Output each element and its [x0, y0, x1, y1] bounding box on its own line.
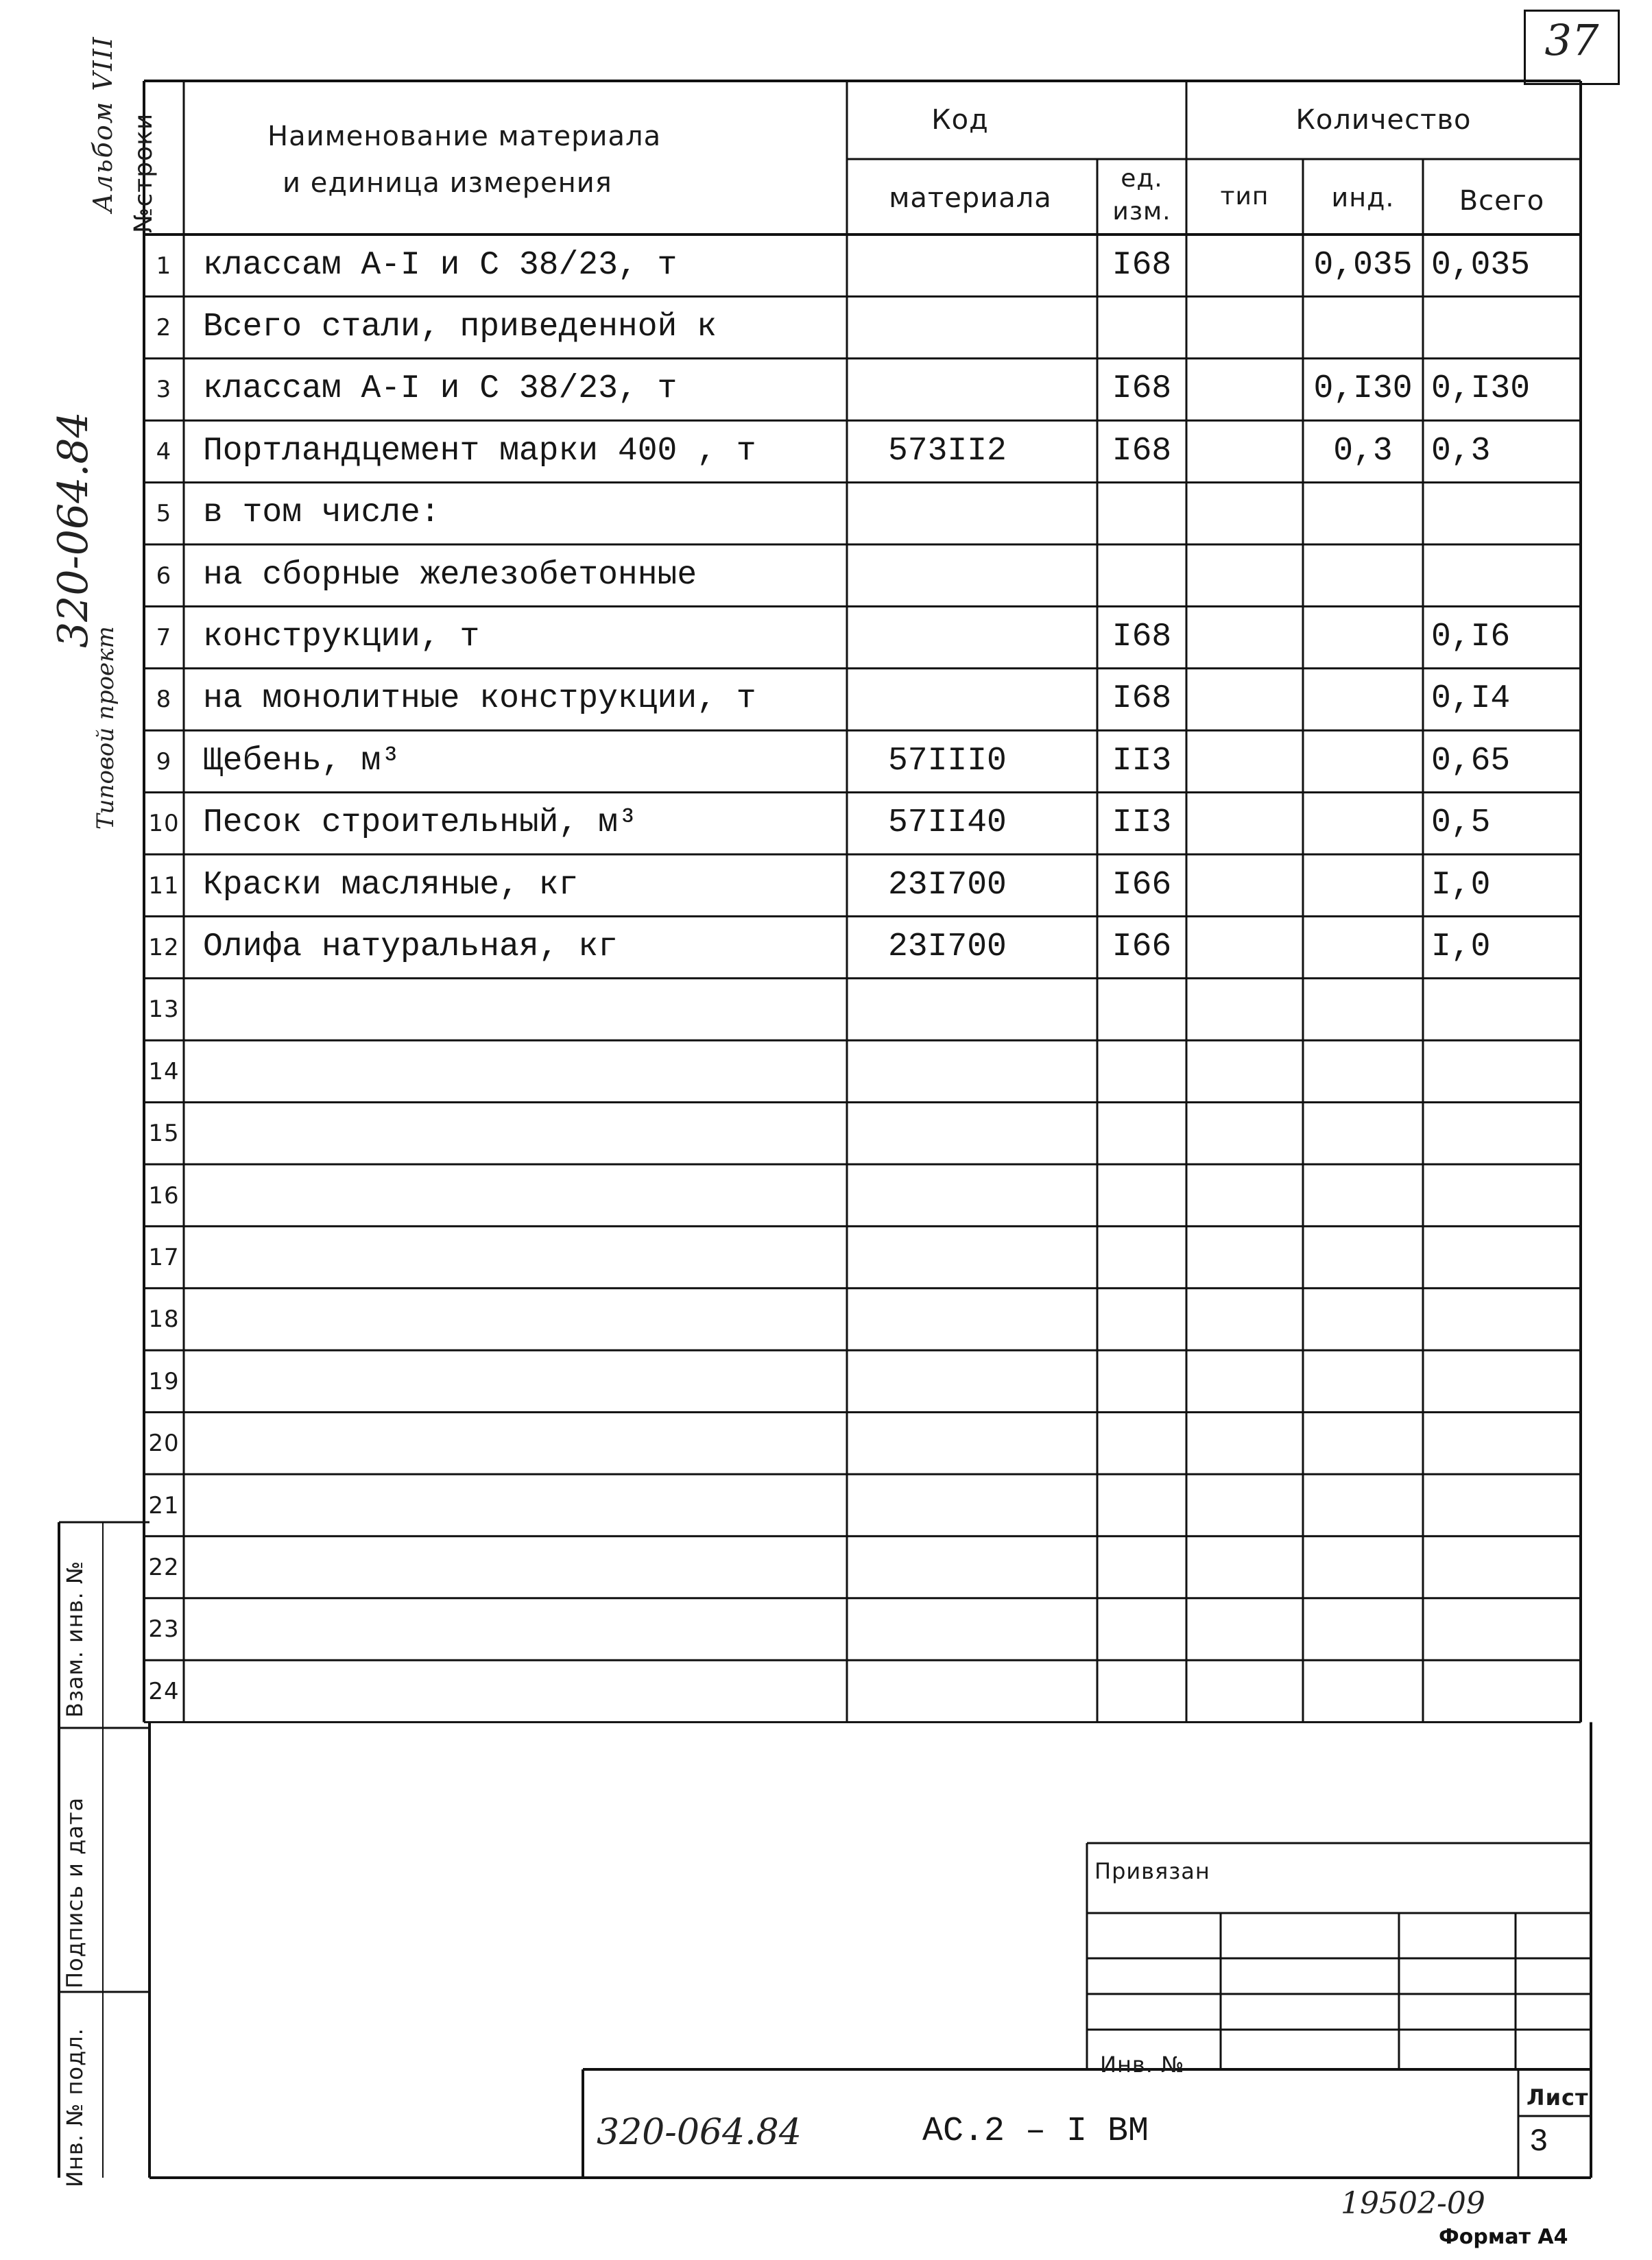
material-name: классам А-I и С 38/23, т — [203, 370, 678, 408]
page-number: 37 — [1544, 15, 1599, 65]
material-name: Песок строительный, м³ — [203, 804, 638, 842]
qty-total: 0,3 — [1431, 432, 1491, 470]
row-number: 20 — [148, 1430, 180, 1458]
material-name: на сборные железобетонные — [203, 556, 697, 594]
material-code: 573II2 — [888, 432, 1007, 470]
margin-note-album: Альбом VIII — [88, 36, 118, 213]
row-number: 3 — [156, 376, 172, 404]
row-number: 15 — [148, 1120, 180, 1148]
row-number: 8 — [156, 686, 172, 714]
header-unit-line1: ед. — [1121, 165, 1163, 193]
material-name: на монолитные конструкции, т — [203, 680, 756, 718]
row-number: 2 — [156, 314, 172, 342]
material-name: Всего стали, приведенной к — [203, 309, 717, 346]
title-block-sheet-label: Лист — [1527, 2084, 1589, 2111]
unit-code: II3 — [1112, 742, 1172, 780]
stamp-label-podpis-data: Подпись и дата — [62, 1796, 88, 1988]
qty-ind: 0,035 — [1313, 246, 1413, 284]
unit-code: I68 — [1112, 370, 1172, 408]
header-code: Код — [931, 104, 989, 136]
qty-ind: 0,I30 — [1313, 370, 1413, 408]
row-number: 21 — [148, 1491, 180, 1519]
material-code: 57II40 — [888, 804, 1007, 842]
row-number: 4 — [156, 437, 172, 466]
qty-total: 0,5 — [1431, 804, 1491, 842]
unit-code: I66 — [1112, 866, 1172, 904]
title-block-inv-no: Инв. № — [1100, 2052, 1185, 2078]
header-name-line2: и единица измерения — [283, 167, 612, 199]
row-number: 12 — [148, 934, 180, 962]
stamp-label-vzam-inv: Взам. инв. № — [62, 1560, 88, 1718]
material-name: в том числе: — [203, 494, 440, 532]
qty-total: 0,65 — [1431, 742, 1511, 780]
row-number: 22 — [148, 1554, 180, 1582]
header-qty-total: Всего — [1459, 185, 1545, 217]
stamp-label-inv-podl: Инв. № подл. — [62, 2028, 88, 2187]
footer-archive-number: 19502-09 — [1341, 2186, 1485, 2221]
header-row-number: №строки — [130, 112, 158, 233]
unit-code: II3 — [1112, 804, 1172, 842]
row-number: 24 — [148, 1677, 180, 1705]
row-number: 7 — [156, 624, 172, 652]
qty-total: 0,I4 — [1431, 680, 1511, 718]
header-quantity: Количество — [1295, 104, 1472, 136]
header-code-material: материала — [889, 182, 1052, 214]
row-number: 10 — [148, 810, 180, 838]
qty-total: 0,I30 — [1431, 370, 1531, 408]
unit-code: I68 — [1112, 432, 1172, 470]
header-unit-line2: изм. — [1112, 197, 1171, 226]
row-number: 11 — [148, 871, 180, 900]
header-name-line1: Наименование материала — [267, 121, 662, 152]
unit-code: I68 — [1112, 618, 1172, 656]
qty-total: I,0 — [1431, 928, 1491, 965]
unit-code: I66 — [1112, 928, 1172, 965]
material-name: Краски масляные, кг — [203, 866, 579, 904]
material-name: конструкции, т — [203, 618, 480, 656]
unit-code: I68 — [1112, 246, 1172, 284]
header-qty-ind: инд. — [1331, 182, 1395, 213]
row-number: 16 — [148, 1181, 180, 1210]
margin-note-doc-code: 320-064.84 — [49, 411, 97, 648]
row-number: 14 — [148, 1057, 180, 1085]
title-block-privyazan: Привязан — [1094, 1858, 1210, 1884]
material-code: 57III0 — [888, 742, 1007, 780]
row-number: 18 — [148, 1306, 180, 1334]
row-number: 19 — [148, 1367, 180, 1395]
row-number: 17 — [148, 1244, 180, 1272]
material-name: классам А-I и С 38/23, т — [203, 246, 678, 284]
material-name: Портландцемент марки 400 , т — [203, 432, 756, 470]
row-number: 9 — [156, 747, 172, 776]
qty-ind: 0,3 — [1333, 432, 1393, 470]
header-qty-type: тип — [1220, 182, 1269, 211]
row-number: 23 — [148, 1615, 180, 1644]
row-number: 13 — [148, 996, 180, 1024]
row-number: 1 — [156, 252, 172, 280]
unit-code: I68 — [1112, 680, 1172, 718]
title-block-sheet-value: 3 — [1529, 2124, 1548, 2160]
title-block-doc-code: 320-064.84 — [597, 2112, 802, 2153]
row-number: 6 — [156, 562, 172, 590]
qty-total: 0,I6 — [1431, 618, 1511, 656]
qty-total: 0,035 — [1431, 246, 1531, 284]
row-number: 5 — [156, 500, 172, 528]
material-name: Щебень, м³ — [203, 742, 401, 780]
qty-total: I,0 — [1431, 866, 1491, 904]
footer-format: Формат А4 — [1439, 2225, 1568, 2249]
title-block-doc-mark: АС.2 – I ВМ — [922, 2112, 1149, 2151]
material-name: Олифа натуральная, кг — [203, 928, 618, 965]
material-code: 23I700 — [888, 866, 1007, 904]
margin-note-project: Типовой проект — [92, 626, 119, 830]
material-code: 23I700 — [888, 928, 1007, 965]
